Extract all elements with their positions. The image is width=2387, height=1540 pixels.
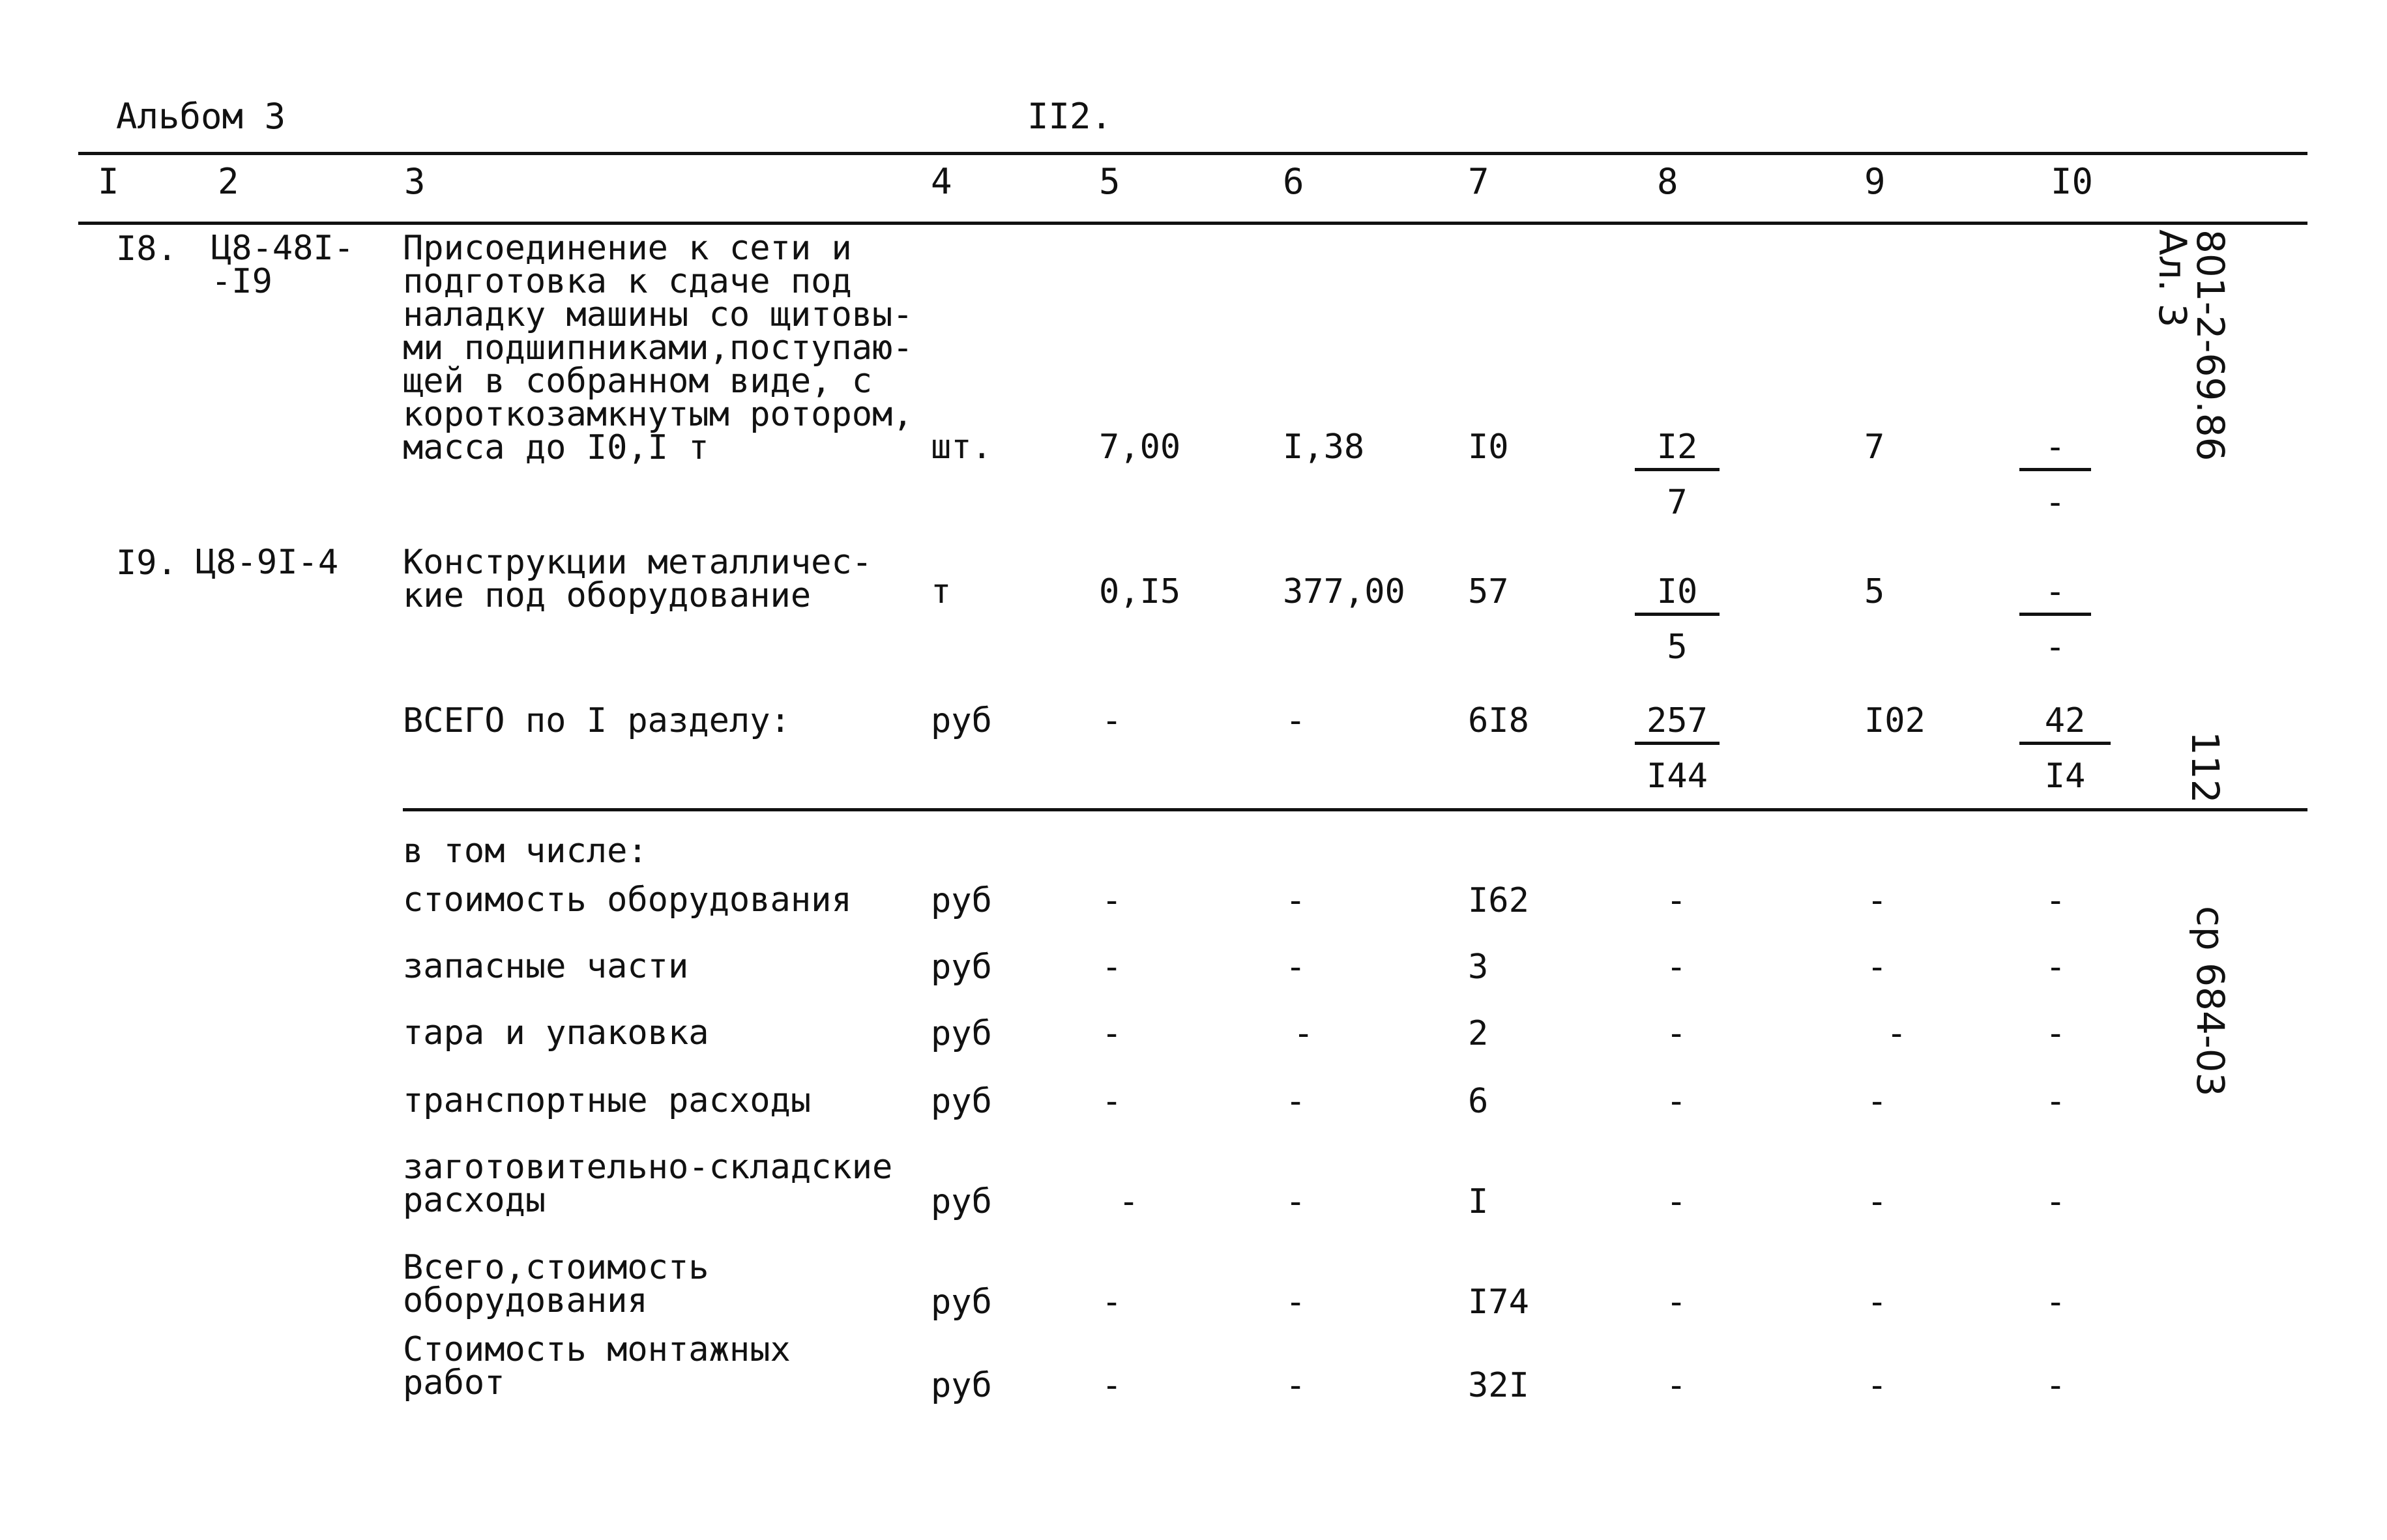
total-col9: I02 — [1864, 701, 1926, 740]
row-value-col6: 377,00 — [1283, 572, 1405, 611]
row-unit: шт. — [931, 428, 992, 467]
row-value-col5: 7,00 — [1099, 428, 1181, 467]
row-unit: т — [931, 572, 952, 611]
breakdown-col7: I — [1468, 1182, 1489, 1221]
total-fraction-col10 — [2019, 701, 2111, 796]
fraction-denominator: I44 — [1647, 757, 1708, 796]
album-label: Альбом 3 — [116, 96, 286, 137]
top-rule — [78, 152, 2307, 155]
breakdown-col10: - — [2045, 1182, 2066, 1221]
breakdown-col9: - — [1867, 948, 1888, 987]
breakdown-unit: руб — [931, 1283, 992, 1322]
breakdown-col9: - — [1867, 1082, 1888, 1121]
fraction-denominator: 7 — [1667, 483, 1688, 522]
row-fraction-col10 — [2019, 572, 2091, 667]
header-rule — [78, 222, 2307, 225]
breakdown-unit: руб — [931, 1366, 992, 1405]
breakdown-col7: 32I — [1468, 1366, 1529, 1405]
breakdown-col8: - — [1666, 948, 1687, 987]
total-unit: руб — [931, 701, 992, 740]
breakdown-col6: - — [1293, 1014, 1314, 1053]
fraction-bar — [1635, 468, 1720, 471]
breakdown-unit: руб — [931, 1182, 992, 1221]
breakdown-col5: - — [1102, 1014, 1122, 1053]
column-number: 7 — [1468, 161, 1489, 202]
fraction-bar — [2019, 468, 2091, 471]
column-number: 2 — [218, 161, 239, 202]
breakdown-label: Стоимость монтажных работ — [403, 1330, 791, 1402]
breakdown-col5: - — [1102, 1366, 1122, 1405]
fraction-denominator: I4 — [2044, 757, 2086, 796]
column-number: 8 — [1657, 161, 1678, 202]
row-fraction-col10 — [2019, 428, 2091, 522]
breakdown-col7: 3 — [1468, 948, 1489, 987]
fraction-bar — [1635, 613, 1720, 616]
column-number: 9 — [1864, 161, 1886, 202]
breakdown-label: Всего,стоимость оборудования — [403, 1248, 709, 1320]
row-value-col9: 7 — [1864, 428, 1885, 467]
including-label: в том числе: — [403, 832, 648, 871]
fraction-bar — [1635, 742, 1720, 745]
breakdown-col9: - — [1867, 881, 1888, 920]
breakdown-col5: - — [1102, 881, 1122, 920]
breakdown-col10: - — [2045, 1014, 2066, 1053]
total-col5: - — [1102, 701, 1122, 740]
breakdown-col7: I74 — [1468, 1283, 1529, 1322]
breakdown-label: стоимость оборудования — [403, 880, 852, 920]
column-number: I0 — [2051, 161, 2094, 202]
breakdown-col8: - — [1666, 1182, 1687, 1221]
fraction-denominator: - — [2045, 483, 2066, 522]
fraction-numerator: 42 — [2044, 701, 2086, 740]
breakdown-col7: 2 — [1468, 1014, 1489, 1053]
breakdown-unit: руб — [931, 948, 992, 987]
column-number: 5 — [1099, 161, 1120, 202]
page-number: II2. — [1027, 96, 1113, 137]
breakdown-label: транспортные расходы — [403, 1081, 812, 1120]
breakdown-unit: руб — [931, 1082, 992, 1121]
breakdown-col5: - — [1102, 1082, 1122, 1121]
breakdown-col10: - — [2045, 1283, 2066, 1322]
total-col7: 6I8 — [1468, 701, 1529, 740]
breakdown-col6: - — [1285, 1283, 1306, 1322]
section-rule — [403, 808, 2307, 811]
breakdown-unit: руб — [931, 881, 992, 920]
row-value-col7: 57 — [1468, 572, 1509, 611]
breakdown-label: заготовительно-складские расходы — [403, 1148, 893, 1220]
total-col6: - — [1285, 701, 1306, 740]
breakdown-label: тара и упаковка — [403, 1013, 709, 1053]
fraction-denominator: 5 — [1667, 628, 1688, 667]
breakdown-col9: - — [1867, 1366, 1888, 1405]
breakdown-col6: - — [1285, 1182, 1306, 1221]
breakdown-col6: - — [1285, 881, 1306, 920]
breakdown-col10: - — [2045, 1082, 2066, 1121]
breakdown-col6: - — [1285, 1082, 1306, 1121]
column-number: 4 — [931, 161, 952, 202]
total-fraction-col8 — [1635, 701, 1720, 796]
breakdown-col5: - — [1102, 1283, 1122, 1322]
breakdown-col8: - — [1666, 1366, 1687, 1405]
breakdown-col5: - — [1119, 1182, 1139, 1221]
breakdown-col9: - — [1886, 1014, 1907, 1053]
section-total-label: ВСЕГО по I разделу: — [403, 701, 791, 740]
breakdown-col5: - — [1102, 948, 1122, 987]
row-number: I8. — [116, 229, 177, 269]
column-number: 6 — [1283, 161, 1304, 202]
breakdown-col10: - — [2045, 881, 2066, 920]
breakdown-col8: - — [1666, 1283, 1687, 1322]
breakdown-col8: - — [1666, 1082, 1687, 1121]
column-number: 3 — [404, 161, 426, 202]
breakdown-label: запасные части — [403, 947, 689, 986]
fraction-numerator: I0 — [1656, 572, 1698, 611]
breakdown-col6: - — [1285, 1366, 1306, 1405]
breakdown-col8: - — [1666, 1014, 1687, 1053]
breakdown-unit: руб — [931, 1014, 992, 1053]
breakdown-col10: - — [2045, 948, 2066, 987]
row-value-col7: I0 — [1468, 428, 1509, 467]
fraction-bar — [2019, 742, 2111, 745]
fraction-denominator: - — [2045, 628, 2066, 667]
column-number: I — [98, 161, 119, 202]
fraction-bar — [2019, 613, 2091, 616]
fraction-numerator: - — [2045, 572, 2066, 611]
row-number: I9. — [116, 544, 177, 583]
fraction-numerator: I2 — [1656, 428, 1698, 467]
row-value-col6: I,38 — [1283, 428, 1365, 467]
row-value-col5: 0,I5 — [1099, 572, 1181, 611]
margin-page-mark: 112 — [2183, 731, 2227, 804]
row-description: Присоединение к сети и подготовка к сдаче под наладку машины со щитовы- ми подшипниками,поступаю- щей в собранном виде, с короткозамкнутым ротором, масса до I0,I т — [403, 229, 913, 467]
row-fraction-col8 — [1635, 572, 1720, 667]
margin-registry-stamp: ср 684-03 — [2188, 906, 2233, 1097]
breakdown-col9: - — [1867, 1283, 1888, 1322]
breakdown-col8: - — [1666, 881, 1687, 920]
row-code: Ц8-9I-4 — [196, 543, 339, 582]
row-description: Конструкции металличес- кие под оборудование — [403, 543, 873, 615]
row-code: Ц8-48I- -I9 — [211, 229, 355, 301]
margin-album-ref: Ал. 3 — [2150, 229, 2195, 328]
row-value-col9: 5 — [1864, 572, 1885, 611]
fraction-numerator: - — [2045, 428, 2066, 467]
breakdown-col6: - — [1285, 948, 1306, 987]
breakdown-col7: I62 — [1468, 881, 1529, 920]
row-fraction-col8 — [1635, 428, 1720, 522]
breakdown-col9: - — [1867, 1182, 1888, 1221]
breakdown-col7: 6 — [1468, 1082, 1489, 1121]
breakdown-col10: - — [2045, 1366, 2066, 1405]
fraction-numerator: 257 — [1647, 701, 1708, 740]
margin-doc-code: 801-2-69.86 — [2188, 229, 2233, 461]
